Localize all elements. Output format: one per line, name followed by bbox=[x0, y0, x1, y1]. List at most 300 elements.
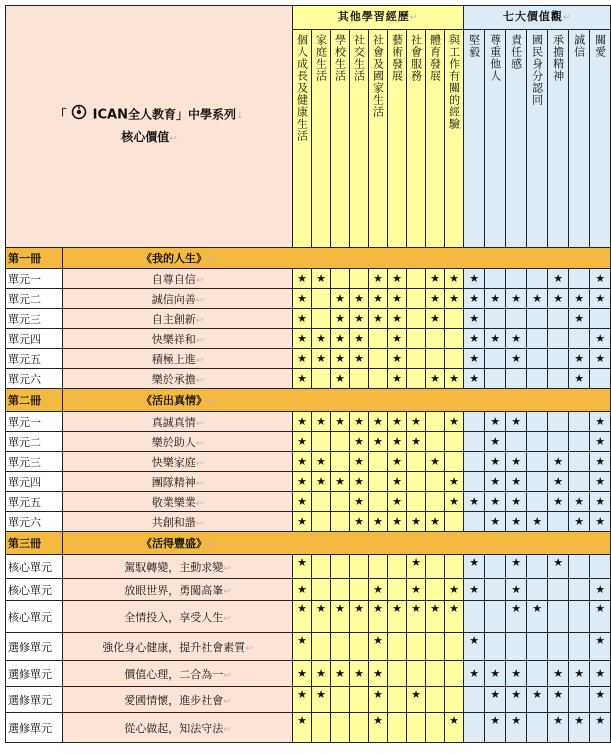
star-mark-cell bbox=[331, 412, 350, 432]
empty-mark-cell bbox=[388, 713, 407, 743]
star-mark-cell bbox=[312, 472, 331, 492]
unit-theme: 放眼世界，勇闖高峯 bbox=[124, 583, 224, 597]
star-icon: ★ bbox=[574, 371, 585, 385]
star-icon: ★ bbox=[411, 414, 421, 428]
star-icon: ★ bbox=[595, 514, 606, 528]
star-mark-cell bbox=[527, 601, 548, 633]
star-mark-cell bbox=[369, 633, 388, 661]
unit-row bbox=[6, 579, 611, 601]
unit-label: 核心單元 bbox=[6, 555, 63, 579]
empty-mark-cell bbox=[569, 555, 590, 579]
empty-mark-cell bbox=[527, 472, 548, 492]
empty-mark-cell bbox=[369, 369, 388, 389]
unit-theme-cell bbox=[63, 492, 293, 512]
star-icon: ★ bbox=[411, 582, 421, 596]
star-mark-cell bbox=[369, 579, 388, 601]
star-mark-cell bbox=[388, 512, 407, 532]
empty-mark-cell bbox=[527, 412, 548, 432]
star-icon: ★ bbox=[373, 414, 383, 428]
star-icon: ★ bbox=[449, 582, 459, 596]
paragraph-mark-icon: ↓ bbox=[236, 111, 244, 122]
star-icon: ★ bbox=[316, 454, 326, 468]
empty-mark-cell bbox=[331, 687, 350, 713]
paragraph-mark-icon: ↩ bbox=[195, 478, 204, 489]
star-mark-cell bbox=[506, 492, 527, 512]
star-icon: ★ bbox=[532, 688, 543, 701]
paragraph-mark-icon: ↩ bbox=[195, 498, 204, 509]
star-icon: ★ bbox=[373, 514, 383, 528]
star-mark-cell bbox=[506, 661, 527, 687]
paragraph-mark-icon: ↩ bbox=[195, 518, 204, 529]
star-mark-cell bbox=[293, 412, 312, 432]
star-mark-cell bbox=[388, 369, 407, 389]
star-mark-cell bbox=[464, 269, 485, 289]
star-icon: ★ bbox=[595, 582, 606, 596]
star-icon: ★ bbox=[469, 351, 480, 365]
unit-theme: 愛國情懷，進步社會 bbox=[124, 693, 224, 707]
unit-theme: 快樂家庭 bbox=[151, 455, 196, 469]
seven-values-header bbox=[464, 6, 611, 30]
experience-column-header bbox=[388, 30, 407, 248]
section-header-row bbox=[6, 248, 611, 269]
star-mark-cell bbox=[548, 555, 569, 579]
empty-mark-cell bbox=[485, 349, 506, 369]
star-icon: ★ bbox=[411, 434, 421, 448]
star-mark-cell bbox=[590, 329, 611, 349]
empty-mark-cell bbox=[369, 555, 388, 579]
empty-mark-cell bbox=[312, 633, 331, 661]
star-icon: ★ bbox=[297, 688, 307, 701]
empty-mark-cell bbox=[350, 633, 369, 661]
star-mark-cell bbox=[426, 309, 445, 329]
star-mark-cell bbox=[293, 555, 312, 579]
star-icon: ★ bbox=[490, 291, 501, 305]
star-mark-cell bbox=[388, 492, 407, 512]
star-icon: ★ bbox=[595, 474, 606, 488]
star-icon: ★ bbox=[373, 582, 383, 596]
seven-values-label: 七大價值觀 bbox=[502, 10, 563, 23]
star-icon: ★ bbox=[392, 271, 402, 285]
star-mark-cell bbox=[485, 492, 506, 512]
star-icon: ★ bbox=[553, 271, 564, 285]
unit-theme-cell bbox=[63, 687, 293, 713]
value-column-label: 尊重他人 bbox=[488, 34, 502, 82]
star-mark-cell bbox=[388, 412, 407, 432]
star-mark-cell bbox=[527, 512, 548, 532]
paragraph-mark-icon: ↩ bbox=[195, 275, 204, 286]
star-icon: ★ bbox=[469, 311, 480, 325]
star-mark-cell bbox=[388, 329, 407, 349]
star-icon: ★ bbox=[316, 666, 326, 680]
star-icon: ★ bbox=[297, 494, 307, 508]
unit-label: 單元五 bbox=[6, 492, 63, 512]
section-header-row bbox=[6, 532, 611, 555]
star-mark-cell bbox=[548, 687, 569, 713]
star-icon: ★ bbox=[449, 494, 459, 508]
volume-label: 第二冊 bbox=[6, 389, 63, 412]
paragraph-mark-icon: ↩ bbox=[195, 438, 204, 449]
star-icon: ★ bbox=[553, 556, 564, 569]
unit-theme-cell bbox=[63, 579, 293, 601]
unit-label: 單元三 bbox=[6, 309, 63, 329]
star-icon: ★ bbox=[553, 291, 564, 305]
empty-mark-cell bbox=[506, 432, 527, 452]
star-mark-cell bbox=[407, 512, 426, 532]
empty-mark-cell bbox=[527, 309, 548, 329]
empty-mark-cell bbox=[485, 633, 506, 661]
empty-mark-cell bbox=[407, 633, 426, 661]
star-mark-cell bbox=[426, 512, 445, 532]
empty-mark-cell bbox=[369, 349, 388, 369]
star-icon: ★ bbox=[449, 371, 459, 385]
star-mark-cell bbox=[548, 452, 569, 472]
empty-mark-cell bbox=[548, 579, 569, 601]
star-icon: ★ bbox=[297, 514, 307, 528]
star-mark-cell bbox=[485, 472, 506, 492]
star-mark-cell bbox=[350, 512, 369, 532]
unit-theme-cell bbox=[63, 289, 293, 309]
paragraph-mark-icon: ↵ bbox=[409, 13, 419, 23]
empty-mark-cell bbox=[388, 687, 407, 713]
star-mark-cell bbox=[407, 412, 426, 432]
star-mark-cell bbox=[293, 289, 312, 309]
unit-theme: 全情投入，享受人生 bbox=[124, 610, 224, 624]
empty-mark-cell bbox=[312, 432, 331, 452]
star-mark-cell bbox=[293, 472, 312, 492]
star-icon: ★ bbox=[595, 454, 606, 468]
star-icon: ★ bbox=[354, 454, 364, 468]
empty-mark-cell bbox=[569, 472, 590, 492]
star-icon: ★ bbox=[490, 714, 501, 727]
empty-mark-cell bbox=[464, 512, 485, 532]
star-mark-cell bbox=[590, 633, 611, 661]
empty-mark-cell bbox=[445, 329, 464, 349]
unit-row bbox=[6, 309, 611, 329]
star-icon: ★ bbox=[449, 414, 459, 428]
star-mark-cell bbox=[464, 309, 485, 329]
star-mark-cell bbox=[293, 661, 312, 687]
empty-mark-cell bbox=[426, 492, 445, 512]
star-mark-cell bbox=[388, 432, 407, 452]
star-mark-cell bbox=[464, 289, 485, 309]
star-icon: ★ bbox=[297, 556, 307, 569]
unit-row bbox=[6, 452, 611, 472]
star-icon: ★ bbox=[595, 666, 606, 680]
star-mark-cell bbox=[506, 349, 527, 369]
empty-mark-cell bbox=[426, 555, 445, 579]
star-icon: ★ bbox=[490, 434, 501, 448]
value-column-header bbox=[527, 30, 548, 248]
star-icon: ★ bbox=[595, 688, 606, 701]
star-icon: ★ bbox=[392, 331, 402, 345]
empty-mark-cell bbox=[369, 492, 388, 512]
empty-mark-cell bbox=[506, 309, 527, 329]
empty-mark-cell bbox=[331, 432, 350, 452]
star-mark-cell bbox=[312, 269, 331, 289]
star-icon: ★ bbox=[430, 371, 440, 385]
star-icon: ★ bbox=[595, 434, 606, 448]
empty-mark-cell bbox=[527, 661, 548, 687]
star-icon: ★ bbox=[297, 714, 307, 727]
empty-mark-cell bbox=[506, 369, 527, 389]
star-mark-cell bbox=[506, 555, 527, 579]
star-icon: ★ bbox=[449, 474, 459, 488]
unit-label: 單元六 bbox=[6, 512, 63, 532]
empty-mark-cell bbox=[527, 432, 548, 452]
star-mark-cell bbox=[485, 687, 506, 713]
star-icon: ★ bbox=[553, 666, 564, 680]
experience-column-header bbox=[331, 30, 350, 248]
star-icon: ★ bbox=[373, 434, 383, 448]
value-column-label: 責任感 bbox=[509, 34, 523, 70]
empty-mark-cell bbox=[369, 329, 388, 349]
star-mark-cell bbox=[548, 492, 569, 512]
star-mark-cell bbox=[350, 309, 369, 329]
star-icon: ★ bbox=[532, 602, 543, 615]
empty-mark-cell bbox=[464, 601, 485, 633]
unit-label: 單元一 bbox=[6, 269, 63, 289]
empty-mark-cell bbox=[569, 452, 590, 472]
star-icon: ★ bbox=[354, 494, 364, 508]
empty-mark-cell bbox=[569, 269, 590, 289]
star-mark-cell bbox=[388, 452, 407, 472]
unit-theme-cell bbox=[63, 329, 293, 349]
star-mark-cell bbox=[350, 661, 369, 687]
star-icon: ★ bbox=[449, 291, 459, 305]
star-icon: ★ bbox=[595, 602, 606, 615]
star-icon: ★ bbox=[316, 474, 326, 488]
star-icon: ★ bbox=[297, 371, 307, 385]
star-icon: ★ bbox=[449, 271, 459, 285]
empty-mark-cell bbox=[312, 492, 331, 512]
empty-mark-cell bbox=[485, 309, 506, 329]
star-icon: ★ bbox=[430, 271, 440, 285]
unit-theme: 樂於助人 bbox=[151, 435, 196, 449]
star-mark-cell bbox=[506, 687, 527, 713]
star-icon: ★ bbox=[511, 688, 522, 701]
empty-mark-cell bbox=[527, 269, 548, 289]
book-title: 《活出真情》 bbox=[141, 394, 207, 407]
star-mark-cell bbox=[464, 492, 485, 512]
unit-theme: 自主創新 bbox=[151, 312, 196, 326]
star-mark-cell bbox=[331, 661, 350, 687]
empty-mark-cell bbox=[369, 452, 388, 472]
empty-mark-cell bbox=[426, 472, 445, 492]
empty-mark-cell bbox=[527, 579, 548, 601]
star-mark-cell bbox=[312, 412, 331, 432]
star-icon: ★ bbox=[354, 414, 364, 428]
star-mark-cell bbox=[590, 269, 611, 289]
empty-mark-cell bbox=[350, 555, 369, 579]
empty-mark-cell bbox=[527, 369, 548, 389]
star-mark-cell bbox=[569, 713, 590, 743]
star-mark-cell bbox=[464, 329, 485, 349]
star-icon: ★ bbox=[574, 714, 585, 727]
unit-theme-cell bbox=[63, 269, 293, 289]
empty-mark-cell bbox=[569, 579, 590, 601]
paragraph-mark-icon: ↩ bbox=[195, 458, 204, 469]
experience-column-label: 社交生活 bbox=[352, 34, 366, 82]
empty-mark-cell bbox=[426, 349, 445, 369]
unit-theme: 駕馭轉變，主動求變 bbox=[124, 560, 224, 574]
star-icon: ★ bbox=[335, 311, 345, 325]
value-column-header bbox=[569, 30, 590, 248]
star-icon: ★ bbox=[392, 311, 402, 325]
star-mark-cell bbox=[548, 472, 569, 492]
star-mark-cell bbox=[445, 601, 464, 633]
empty-mark-cell bbox=[485, 269, 506, 289]
star-icon: ★ bbox=[392, 514, 402, 528]
unit-theme-cell bbox=[63, 713, 293, 743]
star-icon: ★ bbox=[373, 634, 383, 647]
unit-label: 單元四 bbox=[6, 329, 63, 349]
star-icon: ★ bbox=[411, 556, 421, 569]
empty-mark-cell bbox=[312, 555, 331, 579]
star-mark-cell bbox=[506, 579, 527, 601]
star-icon: ★ bbox=[595, 291, 606, 305]
empty-mark-cell bbox=[506, 269, 527, 289]
corner-cell bbox=[6, 6, 293, 248]
experience-column-header bbox=[407, 30, 426, 248]
star-mark-cell bbox=[590, 601, 611, 633]
star-icon: ★ bbox=[392, 414, 402, 428]
empty-mark-cell bbox=[331, 452, 350, 472]
star-mark-cell bbox=[569, 512, 590, 532]
empty-mark-cell bbox=[407, 309, 426, 329]
star-icon: ★ bbox=[532, 514, 543, 528]
star-icon: ★ bbox=[511, 291, 522, 305]
star-icon: ★ bbox=[373, 688, 383, 701]
empty-mark-cell bbox=[548, 369, 569, 389]
unit-row bbox=[6, 432, 611, 452]
star-icon: ★ bbox=[595, 351, 606, 365]
experience-column-header bbox=[312, 30, 331, 248]
star-mark-cell bbox=[293, 329, 312, 349]
star-icon: ★ bbox=[595, 271, 606, 285]
star-icon: ★ bbox=[553, 688, 564, 701]
star-icon: ★ bbox=[469, 291, 480, 305]
star-icon: ★ bbox=[354, 474, 364, 488]
unit-label: 單元四 bbox=[6, 472, 63, 492]
star-icon: ★ bbox=[354, 602, 364, 615]
star-icon: ★ bbox=[392, 371, 402, 385]
star-icon: ★ bbox=[392, 602, 402, 615]
star-mark-cell bbox=[506, 289, 527, 309]
unit-theme: 真誠真情 bbox=[151, 415, 196, 429]
star-mark-cell bbox=[464, 633, 485, 661]
brand-name: ICAN bbox=[92, 107, 128, 123]
empty-mark-cell bbox=[331, 555, 350, 579]
empty-mark-cell bbox=[331, 579, 350, 601]
star-icon: ★ bbox=[335, 351, 345, 365]
paragraph-mark-icon: ↩ bbox=[195, 375, 204, 386]
empty-mark-cell bbox=[388, 633, 407, 661]
unit-label: 選修單元 bbox=[6, 687, 63, 713]
star-icon: ★ bbox=[574, 494, 585, 508]
unit-label: 單元二 bbox=[6, 432, 63, 452]
star-mark-cell bbox=[293, 452, 312, 472]
star-mark-cell bbox=[293, 633, 312, 661]
unit-row bbox=[6, 713, 611, 743]
star-mark-cell bbox=[569, 349, 590, 369]
star-mark-cell bbox=[331, 601, 350, 633]
paragraph-mark-icon: ↵ bbox=[562, 13, 572, 23]
ican-logo-icon bbox=[71, 104, 93, 120]
star-mark-cell bbox=[293, 492, 312, 512]
star-icon: ★ bbox=[595, 331, 606, 345]
empty-mark-cell bbox=[407, 269, 426, 289]
star-mark-cell bbox=[350, 492, 369, 512]
empty-mark-cell bbox=[426, 412, 445, 432]
empty-mark-cell bbox=[548, 309, 569, 329]
star-icon: ★ bbox=[297, 582, 307, 596]
empty-mark-cell bbox=[548, 432, 569, 452]
unit-theme: 價值心理，二合為一 bbox=[124, 667, 224, 681]
experience-column-label: 體育發展 bbox=[428, 34, 442, 82]
star-icon: ★ bbox=[373, 311, 383, 325]
star-mark-cell bbox=[506, 329, 527, 349]
star-icon: ★ bbox=[354, 291, 364, 305]
other-learning-experience-header bbox=[293, 6, 464, 30]
ican-logo bbox=[71, 104, 93, 126]
empty-mark-cell bbox=[388, 555, 407, 579]
star-mark-cell bbox=[445, 713, 464, 743]
star-icon: ★ bbox=[469, 666, 480, 680]
star-icon: ★ bbox=[373, 714, 383, 727]
unit-theme-cell bbox=[63, 472, 293, 492]
star-mark-cell bbox=[312, 661, 331, 687]
empty-mark-cell bbox=[527, 633, 548, 661]
experience-column-label: 家庭生活 bbox=[314, 34, 328, 82]
unit-row bbox=[6, 472, 611, 492]
star-icon: ★ bbox=[392, 434, 402, 448]
paragraph-mark-icon: ↩ bbox=[195, 335, 204, 346]
unit-row bbox=[6, 601, 611, 633]
value-column-label: 堅毅 bbox=[467, 34, 481, 58]
star-mark-cell bbox=[350, 452, 369, 472]
empty-mark-cell bbox=[590, 309, 611, 329]
empty-mark-cell bbox=[331, 713, 350, 743]
star-icon: ★ bbox=[469, 582, 480, 596]
unit-theme-cell bbox=[63, 369, 293, 389]
unit-row bbox=[6, 289, 611, 309]
star-mark-cell bbox=[527, 687, 548, 713]
value-column-header bbox=[464, 30, 485, 248]
star-icon: ★ bbox=[354, 666, 364, 680]
star-mark-cell bbox=[312, 329, 331, 349]
star-mark-cell bbox=[407, 601, 426, 633]
star-icon: ★ bbox=[430, 602, 440, 615]
star-mark-cell bbox=[293, 713, 312, 743]
empty-mark-cell bbox=[548, 633, 569, 661]
star-icon: ★ bbox=[595, 714, 606, 727]
volume-label: 第一冊 bbox=[6, 248, 63, 269]
value-column-header bbox=[548, 30, 569, 248]
star-mark-cell bbox=[485, 713, 506, 743]
star-mark-cell bbox=[350, 601, 369, 633]
experience-column-header bbox=[445, 30, 464, 248]
star-mark-cell bbox=[569, 661, 590, 687]
empty-mark-cell bbox=[527, 713, 548, 743]
empty-mark-cell bbox=[426, 713, 445, 743]
empty-mark-cell bbox=[407, 492, 426, 512]
unit-label: 單元五 bbox=[6, 349, 63, 369]
star-icon: ★ bbox=[297, 434, 307, 448]
star-icon: ★ bbox=[297, 351, 307, 365]
unit-row bbox=[6, 687, 611, 713]
star-icon: ★ bbox=[511, 474, 522, 488]
star-mark-cell bbox=[350, 412, 369, 432]
